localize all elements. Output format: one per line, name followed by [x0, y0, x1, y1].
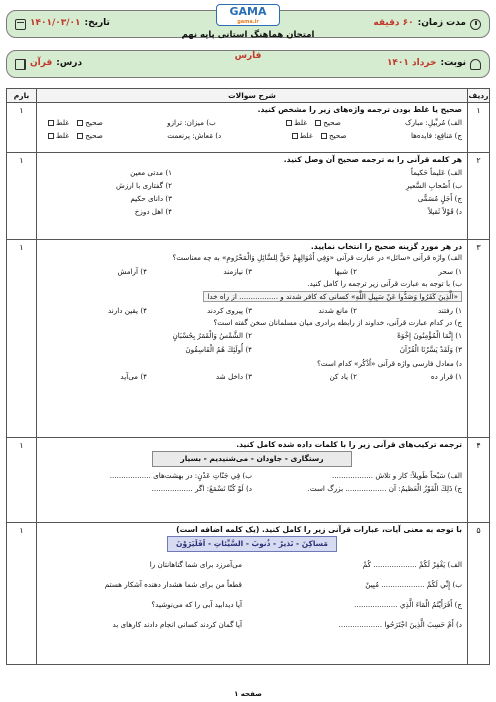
bell-icon — [470, 59, 481, 70]
false-option[interactable] — [48, 131, 69, 140]
question-row — [7, 153, 490, 240]
fill-line — [42, 469, 462, 482]
fill-item: ج) ذَلِكَ الْفَوْزُ الْعَظيمُ: آن .................. بزرگ است. — [307, 484, 462, 494]
question-body — [37, 438, 468, 523]
question-score: ۱ — [7, 103, 37, 153]
option[interactable]: ۳) پیروی کردند — [207, 306, 252, 316]
question-row — [7, 438, 490, 523]
match-right: ۳) دانای حکیم — [130, 194, 172, 204]
option[interactable]: ۱) قرار ده — [430, 372, 462, 382]
option[interactable]: ۲) الشَّمْسُ وَالْقَمَرُ بِحُسْبَانٍ — [172, 331, 252, 341]
options-b — [42, 306, 462, 318]
option[interactable]: ۱) رفتند — [438, 306, 462, 316]
false-option[interactable] — [292, 131, 313, 140]
sub-question-c: ج) در کدام عبارت قرآنی، خداوند از رابطه برادری میان مسلمانان سخن گفته است؟ — [213, 318, 462, 328]
true-label: صحیح — [85, 118, 103, 128]
date-block — [7, 18, 118, 29]
duration-value: ۶۰ دقیقه — [373, 18, 414, 29]
question-number: ۴ — [468, 438, 490, 523]
checkbox[interactable] — [77, 120, 83, 126]
date-value: ۱۴۰۱/۰۳/۰۱ — [30, 18, 81, 29]
verse: د) أَمْ حَسِبَ الَّذِينَ اجْتَرَحُوا ................... — [338, 619, 462, 629]
question-title: صحیح یا غلط بودن ترجمه واژه‌های زیر را مشخص کنید. — [257, 105, 462, 114]
match-left: د) قَوْلاً ثَقیلاً — [428, 207, 462, 217]
true-option[interactable] — [321, 131, 347, 140]
question-title: در هر مورد گزینه صحیح را انتخاب نمایید. — [310, 242, 462, 251]
header-center — [160, 4, 336, 74]
options-c-2 — [42, 345, 462, 359]
verse-line — [42, 574, 462, 594]
fill-item: ب) فِي جَنّاتِ عَدْنٍ: در بهشت‌های .................. — [109, 471, 252, 481]
question-body — [37, 523, 468, 665]
tf-line — [42, 129, 462, 142]
subject-label: درس: — [56, 58, 83, 69]
verse: ج) أَفَرَأَيْتُمُ الْمَاءَ الَّذِي ................... — [354, 599, 462, 609]
subject-block — [7, 58, 90, 69]
match-line — [42, 179, 462, 192]
tf-item: ج) مَنافِع: فایده‌ها — [410, 131, 462, 141]
question-number: ۳ — [468, 240, 490, 438]
options-c-1 — [42, 331, 462, 345]
option[interactable]: ۴) آرامش — [117, 267, 147, 277]
option[interactable]: ۴) می‌آید — [120, 372, 147, 382]
question-title: هر کلمه قرآنی را به ترجمه صحیح آن وصل کنید. — [283, 155, 462, 164]
question-score: ۱ — [7, 438, 37, 523]
true-label: صحیح — [328, 131, 347, 141]
tf-line — [42, 116, 462, 129]
checkbox[interactable] — [315, 120, 321, 126]
clock-icon — [470, 19, 481, 30]
question-body — [37, 103, 468, 153]
meaning: آیا دیدابید آبی را که می‌نوشید؟ — [151, 599, 242, 609]
province: فارس — [234, 50, 262, 61]
false-label: غلط — [56, 131, 69, 141]
option[interactable]: ۲) شبها — [334, 267, 357, 277]
session-label: نوبت: — [440, 58, 466, 69]
question-title: ترجمه ترکیب‌های قرآنی زیر را با کلمات داده شده کامل کنید. — [236, 440, 462, 449]
match-left: ج) أَجَلٍ مُسَمًّی — [417, 194, 462, 204]
match-right: ۴) اهل دوزخ — [134, 207, 172, 217]
col-questions-header: شرح سوالات — [37, 89, 468, 103]
exam-table — [6, 88, 490, 665]
sub-question-a: الف) واژه قرآنی «سائل» در عبارت قرآنی «وَفِي أَمْوَالِهِمْ حَقٌّ لِلسَّائِلِ وَالْمَحْرُومِ» به چه معناست؟ — [172, 253, 462, 263]
verse: ب) إِنِّي لَكُمْ ................... مُبِينٌ — [365, 579, 462, 589]
options-d — [42, 372, 462, 384]
checkbox[interactable] — [48, 133, 54, 139]
options-a — [42, 267, 462, 279]
verse-line — [42, 554, 462, 574]
duration-label: مدت زمان: — [417, 18, 466, 29]
question-number: ۲ — [468, 153, 490, 240]
table-header-row — [7, 89, 490, 103]
match-left: ب) أَصْحابِ السَّعیرِ — [405, 181, 462, 191]
true-option[interactable] — [77, 118, 103, 127]
checkbox[interactable] — [77, 133, 83, 139]
question-number: ۱ — [468, 103, 490, 153]
match-right: ۱) مدتی معین — [130, 168, 172, 178]
question-title: با توجه به معنی آیات، عبارات قرآنی زیر را کامل کنید. (یک کلمه اضافه است) — [176, 525, 462, 534]
calendar-icon — [15, 19, 26, 30]
match-line — [42, 192, 462, 205]
verse-line — [42, 594, 462, 614]
checkbox[interactable] — [286, 120, 292, 126]
meaning: آیا گمان کردند کسانی انجام دادند کارهای بد — [112, 619, 242, 629]
option[interactable]: ۲) مانع شدند — [318, 306, 357, 316]
subject-value: قرآن — [30, 58, 53, 69]
question-score: ۱ — [7, 240, 37, 438]
session-value: خرداد ۱۴۰۱ — [386, 58, 437, 69]
fill-item: د) لَوْ كُنّا نَسْمَعُ: اگر .................. — [151, 484, 252, 494]
date-label: تاریخ: — [84, 18, 110, 29]
false-option[interactable] — [286, 118, 307, 127]
fill-line — [42, 482, 462, 495]
exam-title: امتحان هماهنگ استانی پایه نهم — [181, 30, 315, 40]
meaning: قطعاً من برای شما هشدار دهنده آشکار هستم — [104, 579, 242, 589]
verse-text: «الَّذِينَ كَفَرُوا وَصَدُّوا عَنْ سَبِيلِ اللَّهِ» کسانی که کافر شدند و ................. از راه خدا — [203, 291, 462, 302]
false-option[interactable] — [48, 118, 69, 127]
option[interactable]: ۳) نیازمند — [223, 267, 252, 277]
option[interactable]: ۱) سحر — [438, 267, 462, 277]
false-label: غلط — [299, 131, 313, 141]
tf-item: د) مَعاش: پرنعمت — [167, 131, 222, 141]
sub-question-d: د) معادل فارسی واژه قرآنی «اُذْکُر» کدام است؟ — [316, 359, 462, 369]
match-right: ۲) گفتاری با ارزش — [116, 181, 172, 191]
option[interactable]: ۳) وَلَقَدْ يَسَّرْنَا الْقُرْآنَ — [399, 345, 462, 355]
false-label: غلط — [294, 118, 307, 128]
sub-question-b: ب) با توجه به عبارت قرآنی زیر ترجمه را کامل کنید. — [307, 279, 462, 289]
checkbox[interactable] — [321, 133, 327, 139]
option[interactable]: ۱) إِنَّمَا الْمُؤْمِنُونَ إِخْوَةٌ — [397, 331, 462, 341]
word-bank: مَساکِنَ - نَذیرٌ - ذُنوبَ - السَّیِّئاتِ - اَفَلَیَرَوْنَ — [167, 536, 337, 552]
match-line — [42, 205, 462, 218]
question-score: ۱ — [7, 523, 37, 665]
books-icon — [15, 59, 26, 70]
false-label: غلط — [56, 118, 69, 128]
checkbox[interactable] — [48, 120, 54, 126]
match-line — [42, 166, 462, 179]
question-body — [37, 153, 468, 240]
gama-logo — [216, 4, 280, 26]
question-row — [7, 103, 490, 153]
word-bank: رستگاری - جاودان - می‌شنیدیم - بسیار — [152, 451, 352, 467]
tf-item: ب) میزان: ترازو — [167, 118, 216, 128]
logo-subtext: gama.ir — [237, 19, 259, 25]
col-row-header: ردیف — [468, 89, 490, 103]
question-row — [7, 240, 490, 438]
true-label: صحیح — [85, 131, 103, 141]
question-number: ۵ — [468, 523, 490, 665]
question-score: ۱ — [7, 153, 37, 240]
true-option[interactable] — [315, 118, 341, 127]
page-number: صفحه ۱ — [234, 690, 262, 698]
true-option[interactable] — [77, 131, 103, 140]
option[interactable]: ۴) أُولَئِكَ هُمُ الْفَاسِقُونَ — [185, 345, 252, 355]
option[interactable]: ۲) یاد کن — [329, 372, 357, 382]
duration-block — [365, 18, 489, 29]
meaning: می‌آمرزد برای شما گناهانتان را — [149, 559, 242, 569]
session-block — [379, 58, 489, 69]
col-score-header: بارم — [7, 89, 37, 103]
match-left: الف) عَلیماً حَکیماً — [410, 168, 462, 178]
question-body — [37, 240, 468, 438]
logo-text: GAMA — [229, 5, 267, 18]
verse: الف) يَغْفِرْ لَكُمْ ................... كُمْ — [362, 559, 462, 569]
option[interactable]: ۳) داخل شد — [215, 372, 252, 382]
fill-item: الف) سَبْحاً طَويلاً: کار و تلاش .................. — [331, 471, 462, 481]
verse-line — [42, 614, 462, 634]
tf-item: الف) مُربِّیلِ: مبارک — [405, 118, 462, 128]
verse-b — [42, 292, 462, 306]
question-row — [7, 523, 490, 665]
true-label: صحیح — [323, 118, 341, 128]
checkbox[interactable] — [292, 133, 298, 139]
option[interactable]: ۴) یقین دارند — [108, 306, 147, 316]
